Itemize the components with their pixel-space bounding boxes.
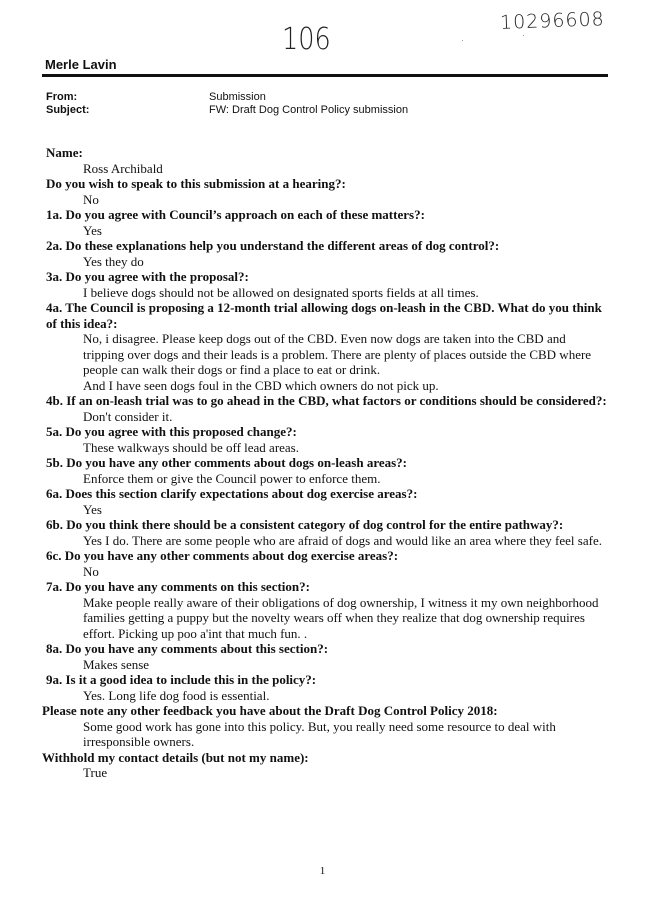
answer: Ross Archibald: [83, 160, 163, 176]
question: Please note any other feedback you have about the Draft Dog Control Policy 2018:: [42, 703, 498, 718]
answer: Yes they do: [83, 253, 144, 269]
answer: Yes: [83, 222, 102, 238]
question: 4b. If an on-leash trial was to go ahead in the CBD, what factors or conditions should be considered?:: [46, 393, 607, 408]
submission-form: [0, 145, 645, 781]
answer: I believe dogs should not be allowed on designated sports fields at all times.: [83, 284, 479, 300]
answer: Makes sense: [83, 656, 150, 672]
scan-speck: [462, 40, 463, 41]
question: Do you wish to speak to this submission at a hearing?:: [46, 176, 346, 191]
question: 2a. Do these explanations help you understand the different areas of dog control?:: [46, 238, 500, 253]
answer: Enforce them or give the Council power to enforce them.: [83, 470, 381, 486]
handwritten-reference-id: 10296608: [499, 8, 606, 34]
question: 6c. Do you have any other comments about dog exercise areas?:: [46, 548, 399, 563]
answer: Make people really aware of their obligations of dog ownership, I witness it my own neighborhood families getting a puppy but the novelty wears off when they realize that dog ownership requires effort. Picking up poo a'int that much fun. .: [83, 594, 599, 641]
question: 9a. Is it a good idea to include this in the policy?:: [46, 672, 317, 687]
answer: No, i disagree. Please keep dogs out of the CBD. Even now dogs are taken into the CBD and tripping over dogs and their leads is a problem. There are plenty of places outside the CBD where people can walk their dogs or find a place to eat or drink.: [83, 331, 592, 377]
handwritten-page-number: 106: [282, 22, 331, 57]
answer: True: [83, 765, 108, 780]
question: 8a. Do you have any comments about this section?:: [46, 641, 329, 656]
question: Withhold my contact details (but not my name):: [42, 749, 309, 765]
page-number: 1: [319, 865, 326, 877]
recipient-name: Merle Lavin: [45, 57, 117, 72]
answer: Don't consider it.: [83, 408, 173, 424]
question: 6a. Does this section clarify expectations about dog exercise areas?:: [46, 486, 418, 501]
question: Name:: [46, 145, 83, 160]
question: 4a. The Council is proposing a 12-month trial allowing dogs on-leash in the CBD. What do you think of this idea?:: [46, 300, 602, 331]
answer: These walkways should be off lead areas.: [83, 439, 299, 455]
scan-speck: [523, 35, 524, 36]
answer: No: [83, 191, 99, 207]
answer: Some good work has gone into this policy. But, you really need some resource to deal with irresponsible owners.: [83, 718, 556, 749]
answer: Yes: [83, 501, 102, 517]
from-label: From:: [46, 91, 78, 103]
answer: Yes. Long life dog food is essential.: [83, 687, 270, 703]
answer: And I have seen dogs foul in the CBD which owners do not pick up.: [83, 377, 439, 393]
answer: Yes I do. There are some people who are afraid of dogs and would like an area where they feel safe.: [83, 532, 602, 548]
question: 5a. Do you agree with this proposed change?:: [46, 424, 297, 439]
header-divider: [42, 74, 608, 77]
subject-value: FW: Draft Dog Control Policy submission: [209, 104, 409, 116]
question: 6b. Do you think there should be a consistent category of dog control for the entire pathway?:: [46, 517, 564, 532]
answer: No: [83, 563, 99, 579]
question: 3a. Do you agree with the proposal?:: [46, 269, 249, 284]
question: 5b. Do you have any other comments about dogs on-leash areas?:: [46, 455, 408, 470]
question: 7a. Do you have any comments on this section?:: [46, 579, 310, 594]
subject-label: Subject:: [46, 104, 90, 116]
question: 1a. Do you agree with Council’s approach on each of these matters?:: [46, 207, 425, 222]
from-value: Submission: [209, 91, 266, 103]
